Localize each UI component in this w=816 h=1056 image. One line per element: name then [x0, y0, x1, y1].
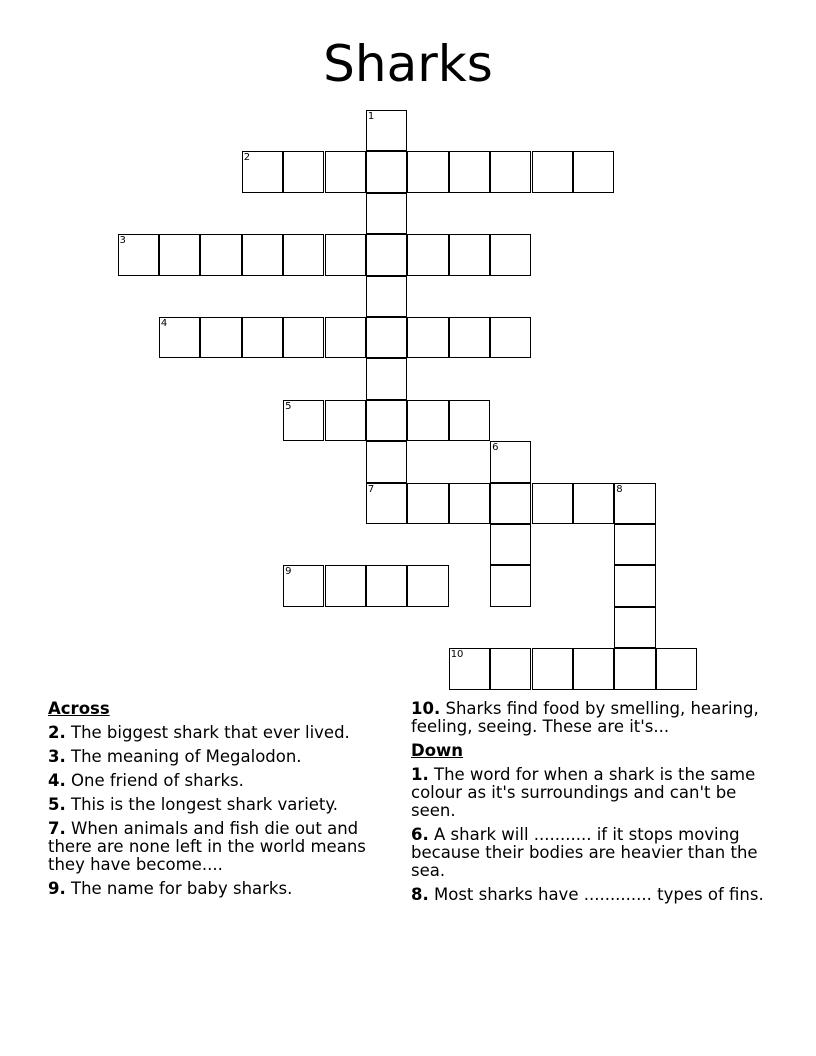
crossword-cell[interactable]: [366, 565, 407, 606]
clue-text: This is the longest shark variety.: [71, 795, 339, 814]
crossword-cell[interactable]: [490, 524, 531, 565]
page-title: Sharks: [323, 35, 493, 93]
clue-number: 9.: [48, 879, 66, 898]
crossword-cell[interactable]: [366, 441, 407, 482]
crossword-cell-4[interactable]: [159, 317, 200, 358]
crossword-cell-3[interactable]: [118, 234, 159, 275]
crossword-cell[interactable]: [490, 565, 531, 606]
crossword-cell[interactable]: [532, 648, 573, 689]
cell-number: 6: [492, 442, 499, 454]
clues-right-column: [411, 700, 776, 910]
crossword-cell[interactable]: [449, 317, 490, 358]
clue-number: 3.: [48, 747, 66, 766]
crossword-cell[interactable]: [490, 317, 531, 358]
cell-number: 10: [450, 649, 464, 661]
clue-text: The name for baby sharks.: [71, 879, 293, 898]
crossword-cell[interactable]: [407, 317, 448, 358]
clue-down-8: [411, 886, 776, 904]
clue-text: The word for when a shark is the same colour as it's surroundings and can't be seen.: [411, 765, 756, 820]
crossword-cell[interactable]: [449, 483, 490, 524]
crossword-cell[interactable]: [407, 151, 448, 192]
down-heading: Down: [411, 741, 464, 760]
crossword-cell-1[interactable]: [366, 110, 407, 151]
crossword-cell[interactable]: [490, 234, 531, 275]
crossword-cell[interactable]: [242, 234, 283, 275]
clue-across-9: [48, 880, 400, 898]
crossword-cell-6[interactable]: [490, 441, 531, 482]
clue-across-2: [48, 724, 400, 742]
crossword-cell[interactable]: [614, 648, 655, 689]
clue-text: Sharks find food by smelling, hearing, feeling, seeing. These are it's...: [411, 699, 759, 736]
clue-number: 1.: [411, 765, 429, 784]
clue-number: 7.: [48, 819, 66, 838]
crossword-cell[interactable]: [532, 483, 573, 524]
crossword-cell[interactable]: [532, 151, 573, 192]
crossword-cell[interactable]: [614, 524, 655, 565]
crossword-cell-10[interactable]: [449, 648, 490, 689]
clue-text: The meaning of Megalodon.: [71, 747, 302, 766]
clue-across-7: [48, 820, 400, 874]
clue-number: 8.: [411, 885, 429, 904]
clue-across-4: [48, 772, 400, 790]
crossword-cell-9[interactable]: [283, 565, 324, 606]
crossword-cell[interactable]: [573, 483, 614, 524]
crossword-cell[interactable]: [366, 400, 407, 441]
cell-number: 3: [119, 235, 126, 247]
crossword-cell[interactable]: [200, 317, 241, 358]
crossword-cell[interactable]: [366, 317, 407, 358]
clue-text: One friend of sharks.: [71, 771, 244, 790]
crossword-cell[interactable]: [490, 648, 531, 689]
crossword-cell-8[interactable]: [614, 483, 655, 524]
cell-number: 5: [285, 400, 292, 412]
crossword-cell[interactable]: [490, 151, 531, 192]
crossword-cell[interactable]: [407, 400, 448, 441]
cell-number: 8: [616, 483, 623, 495]
clue-number: 4.: [48, 771, 66, 790]
clue-number: 5.: [48, 795, 66, 814]
crossword-cell[interactable]: [366, 358, 407, 399]
crossword-cell[interactable]: [573, 648, 614, 689]
clue-text: The biggest shark that ever lived.: [71, 723, 350, 742]
crossword-cell-5[interactable]: [283, 400, 324, 441]
cell-number: 2: [243, 152, 251, 164]
crossword-cell[interactable]: [325, 565, 366, 606]
crossword-cell[interactable]: [366, 193, 407, 234]
clue-down-1: [411, 766, 776, 820]
crossword-cell[interactable]: [242, 317, 283, 358]
crossword-cell[interactable]: [366, 234, 407, 275]
crossword-cell[interactable]: [656, 648, 697, 689]
crossword-cell[interactable]: [614, 607, 655, 648]
crossword-cell[interactable]: [366, 276, 407, 317]
cell-number: 4: [160, 318, 168, 329]
cell-number: 7: [367, 483, 375, 495]
clue-text: Most sharks have ............. types of fins.: [434, 885, 764, 904]
crossword-cell[interactable]: [449, 234, 490, 275]
clue-across-5: [48, 796, 400, 814]
crossword-cell[interactable]: [449, 151, 490, 192]
clue-number: 6.: [411, 825, 429, 844]
crossword-cell[interactable]: [325, 151, 366, 192]
crossword-cell[interactable]: [366, 151, 407, 192]
clue-across-3: [48, 748, 400, 766]
clue-down-6: [411, 826, 776, 880]
clue-text: When animals and fish die out and there are none left in the world means they have become....: [48, 819, 366, 874]
crossword-cell[interactable]: [283, 317, 324, 358]
cell-number: 1: [367, 111, 375, 122]
crossword-cell[interactable]: [407, 234, 448, 275]
cell-number: 9: [285, 566, 292, 578]
clue-number: 2.: [48, 723, 66, 742]
crossword-cell[interactable]: [200, 234, 241, 275]
crossword-cell[interactable]: [283, 151, 324, 192]
crossword-cell[interactable]: [283, 234, 324, 275]
crossword-cell[interactable]: [573, 151, 614, 192]
clue-across-10: [411, 700, 776, 736]
crossword-cell[interactable]: [325, 317, 366, 358]
crossword-cell-2[interactable]: [242, 151, 283, 192]
clue-text: A shark will ........... if it stops moving because their bodies are heavier than the sea.: [411, 825, 758, 880]
clue-number: 10.: [411, 699, 441, 718]
crossword-cell[interactable]: [407, 565, 448, 606]
crossword-cell-7[interactable]: [366, 483, 407, 524]
crossword-cell[interactable]: [325, 234, 366, 275]
crossword-cell[interactable]: [159, 234, 200, 275]
crossword-cell[interactable]: [407, 483, 448, 524]
across-heading: Across: [48, 699, 110, 718]
crossword-cell[interactable]: [325, 400, 366, 441]
crossword-cell[interactable]: [449, 400, 490, 441]
clues-left-column: [48, 700, 400, 904]
crossword-cell[interactable]: [490, 483, 531, 524]
crossword-cell[interactable]: [614, 565, 655, 606]
